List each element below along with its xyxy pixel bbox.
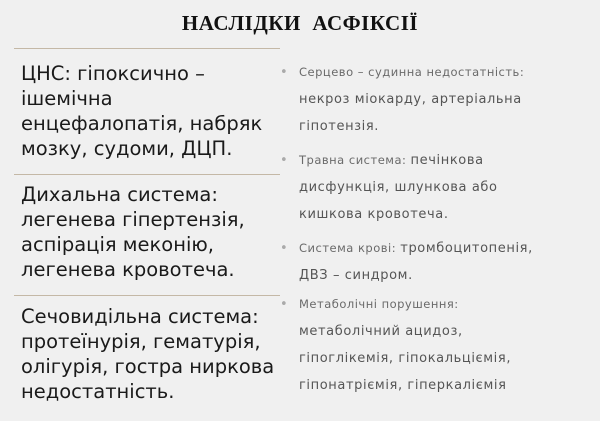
- bullet-heading-tail: печінкова: [410, 153, 484, 168]
- cns-block: [14, 49, 280, 174]
- bullet-dot-icon: •: [280, 153, 289, 168]
- respiratory-block: [14, 175, 280, 295]
- block-line: протеїнурія, гематурія,: [21, 330, 261, 353]
- block-line: легенева гіпертензія,: [21, 208, 245, 231]
- left-column: [14, 48, 280, 417]
- block-line: аспірація меконію,: [21, 233, 214, 256]
- bullet-first-line: [299, 59, 598, 86]
- bullet-line: ДВЗ – синдром.: [299, 268, 413, 283]
- block-line: енцефалопатія, набряк: [21, 112, 263, 135]
- bullet-item: [280, 235, 598, 291]
- bullet-heading-tail: тромбоцитопенія,: [400, 241, 533, 256]
- urinary-block: [14, 296, 280, 417]
- right-column: [280, 59, 598, 399]
- block-line: олігурія, гостра ниркова: [21, 355, 275, 378]
- bullet-heading: Метаболічні порушення:: [299, 297, 459, 311]
- slide-title: НАСЛІДКИ АСФІКСІЇ: [181, 11, 419, 35]
- bullet-line: некроз міокарду, артеріальна: [299, 92, 522, 107]
- bullet-line: дисфункція, шлункова або: [299, 180, 498, 195]
- bullet-dot-icon: •: [280, 297, 289, 312]
- bullet-first-line: [299, 291, 598, 318]
- bullet-line: гіпонатріємія, гіперкаліємія: [299, 378, 507, 393]
- bullet-item: [280, 147, 598, 235]
- bullet-line: гіпотензія.: [299, 119, 380, 134]
- bullet-dot-icon: •: [280, 65, 289, 80]
- bullet-heading: Травна система:: [299, 153, 411, 167]
- bullet-dot-icon: •: [280, 241, 289, 256]
- bullet-heading: Серцево – судинна недостатність:: [299, 65, 525, 79]
- bullet-first-line: [299, 235, 598, 262]
- bullet-first-line: [299, 147, 598, 174]
- bullet-heading: Система крові:: [299, 241, 401, 255]
- block-line: Сечовидільна система:: [21, 305, 259, 328]
- bullet-line: кишкова кровотеча.: [299, 207, 449, 222]
- block-line: легенева кровотеча.: [21, 258, 235, 281]
- bullet-item: [280, 59, 598, 147]
- bullet-item: [280, 291, 598, 399]
- block-line: Дихальна система:: [21, 183, 218, 206]
- block-line: ЦНС: гіпоксично –: [21, 62, 205, 85]
- block-line: ішемічна: [21, 87, 113, 110]
- block-line: мозку, судоми, ДЦП.: [21, 137, 233, 160]
- bullet-line: гіпоглікемія, гіпокальціємія,: [299, 351, 512, 366]
- block-line: недостатність.: [21, 380, 175, 403]
- bullet-line: метаболічний ацидоз,: [299, 324, 463, 339]
